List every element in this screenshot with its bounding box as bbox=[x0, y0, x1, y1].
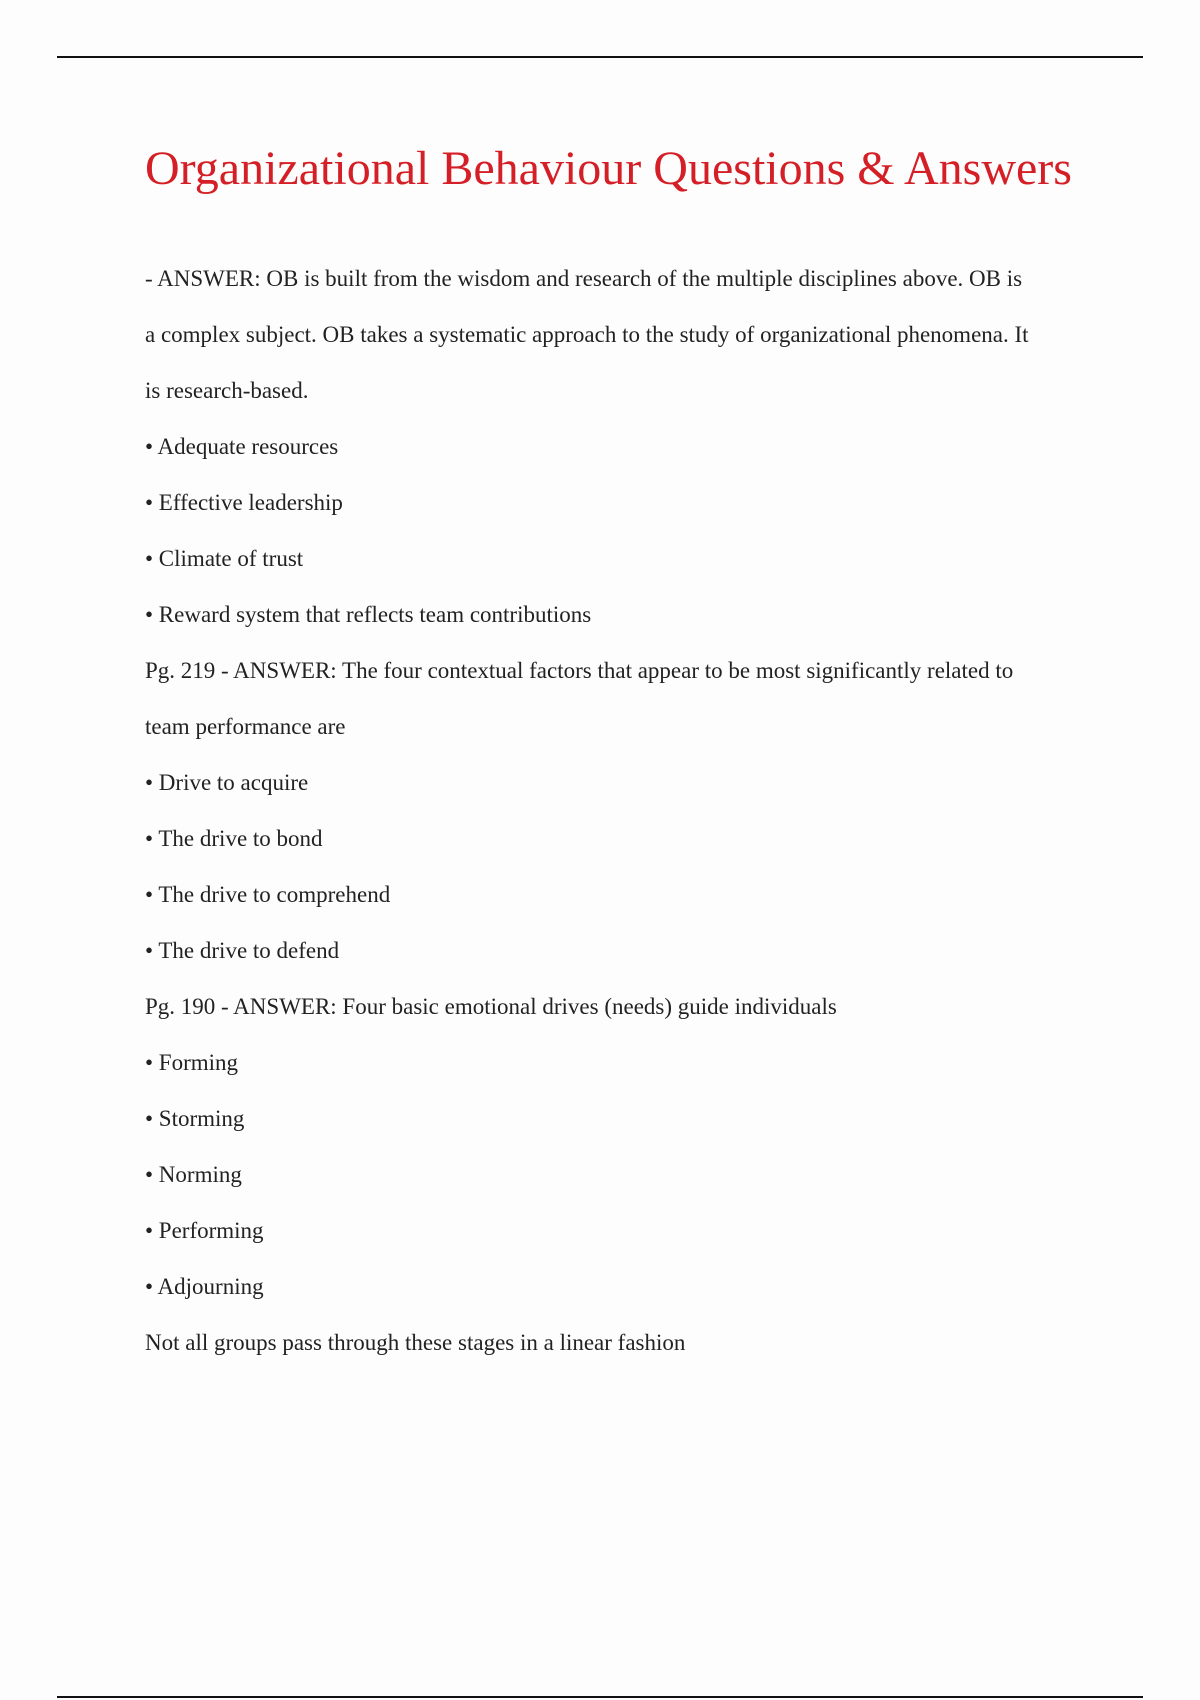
list-item: • Climate of trust bbox=[145, 546, 304, 571]
list-item: • The drive to comprehend bbox=[145, 882, 391, 907]
list-item: • Forming bbox=[145, 1050, 239, 1075]
list-item: • Performing bbox=[145, 1218, 264, 1243]
footer-rule bbox=[57, 1696, 1143, 1698]
list-item: • Norming bbox=[145, 1162, 242, 1187]
list-item: • Storming bbox=[145, 1106, 245, 1131]
list-item: • Adequate resources bbox=[145, 434, 339, 459]
text-line: Pg. 219 - ANSWER: The four contextual factors that appear to be most significantly related to bbox=[145, 658, 1014, 683]
text-line: - ANSWER: OB is built from the wisdom and research of the multiple disciplines above. OB is bbox=[145, 266, 1023, 291]
text-line: a complex subject. OB takes a systematic approach to the study of organizational phenomena. It bbox=[145, 322, 1029, 347]
document-body bbox=[145, 251, 1085, 1371]
list-item: • Reward system that reflects team contributions bbox=[145, 602, 592, 627]
text-line: team performance are bbox=[145, 714, 346, 739]
list-item: • Drive to acquire bbox=[145, 770, 309, 795]
list-item: • The drive to defend bbox=[145, 938, 340, 963]
header-rule bbox=[57, 56, 1143, 58]
list-item: • The drive to bond bbox=[145, 826, 323, 851]
text-line: Not all groups pass through these stages in a linear fashion bbox=[145, 1330, 686, 1355]
text-line: is research-based. bbox=[145, 378, 309, 403]
text-line: Pg. 190 - ANSWER: Four basic emotional drives (needs) guide individuals bbox=[145, 994, 837, 1019]
list-item: • Adjourning bbox=[145, 1274, 264, 1299]
page-title: Organizational Behaviour Questions & Answers bbox=[145, 142, 1072, 195]
list-item: • Effective leadership bbox=[145, 490, 343, 515]
